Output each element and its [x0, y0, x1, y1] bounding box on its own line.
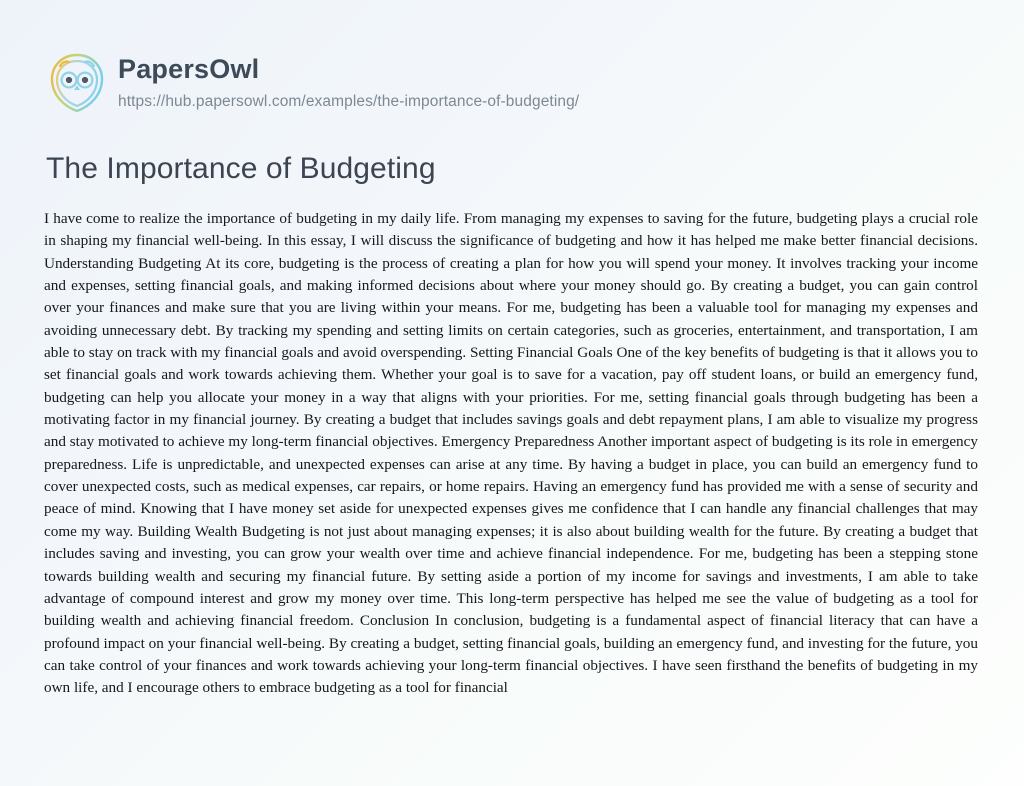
- brand-block: [118, 55, 579, 112]
- brand-name: PapersOwl: [118, 53, 260, 84]
- document-body-text: I have come to realize the importance of budgeting in my daily life. From managing my expenses to saving for the future, budgeting plays a crucial role in shaping my financial well-being. In this essay, I will discuss the significance of budgeting and how it has helped me make better financial decisions. Understanding Budgeting At its core, budgeting is the process of creating a plan for how you will spend your money. It involves tracking your income and expenses, setting financial goals, and making informed decisions about where your money should go. By creating a budget, you can gain control over your finances and make sure that you are living within your means. For me, budgeting has been a valuable tool for managing my expenses and avoiding unnecessary debt. By tracking my spending and setting limits on certain categories, such as groceries, entertainment, and transportation, I am able to stay on track with my financial goals and avoid overspending. Setting Financial Goals One of the key benefits of budgeting is that it allows you to set financial goals and work towards achieving them. Whether your goal is to save for a vacation, pay off student loans, or build an emergency fund, budgeting can help you allocate your money in a way that aligns with your priorities. For me, setting financial goals through budgeting has been a motivating factor in my financial journey. By creating a budget that includes savings goals and debt repayment plans, I am able to visualize my progress and stay motivated to achieve my long-term financial objectives. Emergency Preparedness Another important aspect of budgeting is its role in emergency preparedness. Life is unpredictable, and unexpected expenses can arise at any time. By having a budget in place, you can build an emergency fund to cover unexpected costs, such as medical expenses, car repairs, or home repairs. Having an emergency fund has provided me with a sense of security and peace of mind. Knowing that I have money set aside for unexpected expenses gives me confidence that I can handle any financial challenges that may come my way. Building Wealth Budgeting is not just about managing expenses; it is also about building wealth for the future. By creating a budget that includes saving and investing, you can grow your wealth over time and achieve financial independence. For me, budgeting has been a stepping stone towards building wealth and securing my financial future. By setting aside a portion of my income for savings and investments, I am able to take advantage of compound interest and grow my money over time. This long-term perspective has helped me see the value of budgeting as a tool for building wealth and achieving financial freedom. Conclusion In conclusion, budgeting is a fundamental aspect of financial literacy that can have a profound impact on your financial well-being. By creating a budget, setting financial goals, building an emergency fund, and investing for the future, you can take control of your finances and work towards achieving your long-term financial objectives. I have seen firsthand the benefits of budgeting in my own life, and I encourage others to embrace budgeting as a tool for financial: [44, 210, 978, 697]
- source-url[interactable]: https://hub.papersowl.com/examples/the-importance-of-budgeting/: [118, 93, 580, 111]
- site-header: [0, 0, 1024, 114]
- page-title: The Importance of Budgeting: [46, 152, 436, 185]
- owl-logo-icon: [46, 52, 108, 114]
